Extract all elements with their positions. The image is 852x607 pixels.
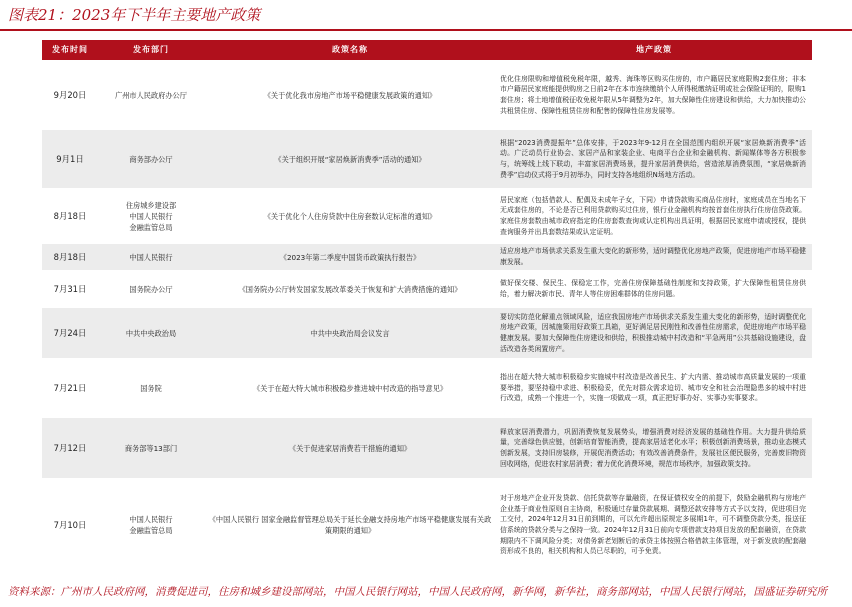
source-note: 资料来源：广州市人民政府网，消费促进司，住房和城乡建设部网站，中国人民银行网站，中国人民政府网，新华网，新华社，商务部网站，中国人民银行网站，国盛证券研究所 xyxy=(8,586,827,598)
row-policy-name: 《中国人民银行 国家金融监督管理总局关于延长金融支持房地产市场平稳健康发展有关政策期限的通知》 xyxy=(208,515,492,535)
policy-table xyxy=(42,40,812,572)
row-policy-content: 释放家居消费潜力，巩固消费恢复发展势头，增强消费对经济发展的基础性作用。大力提升供给质量，完善绿色供应链，创新培育智能消费，提高家居适老化水平；积极创新消费场景，推动业态模式创新发展，支持旧房装修，开展促消费活动；有效改善消费条件，发展社区便民服务，完善废旧物资回收网络，促进农村家居消费；着力优化消费环境，规范市场秩序，加强政策支持。 xyxy=(496,418,812,478)
row-department: 中共中央政治局 xyxy=(98,308,204,358)
row-policy-content: 做好保交楼、保民生、保稳定工作，完善住房保障基础性制度和支持政策，扩大保障性租赁住房供给，着力解决新市民、青年人等住房困难群体的住房问题。 xyxy=(500,279,806,298)
table-header xyxy=(42,40,812,60)
row-department: 中国人民银行 金融监管总局 xyxy=(129,515,173,535)
table-row xyxy=(42,418,812,478)
row-date: 9月1日 xyxy=(42,130,98,188)
column-header-date: 发布时间 xyxy=(42,40,98,60)
row-date: 7月21日 xyxy=(53,382,87,393)
row-date: 7月24日 xyxy=(42,308,98,358)
row-department: 中国人民银行 xyxy=(98,244,204,270)
row-policy-content: 指出在超大特大城市积极稳步实施城中村改造是改善民生、扩大内需、推动城市高质量发展的一项重要举措，要坚持稳中求进、积极稳妥，优先对群众需求迫切、城市安全和社会治理隐患多的城中村进行改造，成熟一个推进一个，实施一项做成一项，真正把好事办好、实事办实事要求。 xyxy=(500,373,806,403)
row-policy-name: 《2023年第二季度中国货币政策执行报告》 xyxy=(204,244,496,270)
table-row xyxy=(42,60,812,130)
title-divider xyxy=(0,29,852,31)
row-policy-name: 中共中央政治局会议发言 xyxy=(204,308,496,358)
row-date: 7月12日 xyxy=(42,418,98,478)
column-header-policy-content: 地产政策 xyxy=(496,40,812,60)
row-policy-content: 居民家庭（包括借款人、配偶及未成年子女，下同）申请贷款购买商品住房时，家庭成员在当地名下无成套住房的，不论是否已利用贷款购买过住房，银行业金融机构均按首套住房执行住房信贷政策。家庭住房套数由城市政府指定的住房套数查询或认定机构出具证明，根据居民家庭申请或授权，提供查询服务并出具套数结果或认定证明。 xyxy=(500,195,806,236)
row-department: 商务部办公厅 xyxy=(98,130,204,188)
row-policy-content: 优化住房限购和增值税免税年限，越秀、海珠等区购买住房的，市户籍居民家庭限购2套住房；非本市户籍居民家庭能提供购房之日前2年在本市连续缴纳个人所得税缴纳证明或社会保险证明的，限购1套住房；将土地增值税征收免税年限从5年调整为2年，加大保障性住房建设和供给，大力加快推动公共租赁住房、保障性租赁住房和配售的保障性住房发展等。 xyxy=(500,74,806,115)
row-date: 8月18日 xyxy=(53,210,87,221)
column-header-policy-name: 政策名称 xyxy=(204,40,496,60)
row-policy-name: 《关于在超大特大城市积极稳步推进城中村改造的指导意见》 xyxy=(252,383,448,393)
chart-title: 图表21：2023年下半年主要地产政策 xyxy=(8,6,261,24)
table-row xyxy=(42,244,812,270)
row-policy-name: 《关于组织开展“家居焕新消费季”活动的通知》 xyxy=(204,130,496,188)
row-policy-content: 对于房地产企业开发贷款、信托贷款等存量融资，在保证债权安全的前提下，鼓励金融机构与房地产企业基于商业性原则自主协商，积极通过存量贷款展期、调整还款安排等方式予以支持，促进项目完工交付，2024年12月31日前到期的，可以允许超出原规定多展期1年，可不调整贷款分类，报送征信系统的贷款分类与之保持一致。2024年12月31日前向专项借款支持项目发放的配套融资，在贷款期限内不下调风险分类；对债务新老划断后的承贷主体按照合格借款主体管理，对于新发放的配套融资形成不良的，相关机构和人员已尽职的，可予免责。 xyxy=(500,494,806,556)
table-row xyxy=(42,188,812,244)
row-policy-name: 《国务院办公厅转发国家发展改革委关于恢复和扩大消费措施的通知》 xyxy=(238,284,462,294)
table-row xyxy=(42,130,812,188)
row-date: 8月18日 xyxy=(42,244,98,270)
row-department: 广州市人民政府办公厅 xyxy=(115,90,187,100)
column-header-department: 发布部门 xyxy=(98,40,204,60)
row-policy-content: 根据“2023消费提振年”总体安排，于2023年9-12月在全国范围内组织开展“家居焕新消费季”活动。广泛动员行业协会、家居产品和家装企业、电商平台企业和金融机构、新闻媒体等各方积极参与，统筹线上线下联动，丰富家居消费场景，提升家居消费供给，营造浓厚消费氛围，“家居焕新消费季”启动仪式将于9月初举办，同时支持各地组织N场地方活动。 xyxy=(496,130,812,188)
row-policy-name: 《关于优化个人住房贷款中住房套数认定标准的通知》 xyxy=(263,211,437,221)
table-row xyxy=(42,308,812,358)
table-row xyxy=(42,270,812,308)
row-date: 7月31日 xyxy=(53,283,87,294)
row-department: 国务院 xyxy=(140,383,162,393)
row-policy-name: 《关于促进家居消费若干措施的通知》 xyxy=(204,418,496,478)
table-row xyxy=(42,358,812,418)
table-row xyxy=(42,478,812,572)
row-department: 商务部等13部门 xyxy=(98,418,204,478)
row-policy-content: 适应房地产市场供求关系发生重大变化的新形势，适时调整优化房地产政策，促进房地产市场平稳健康发展。 xyxy=(496,244,812,270)
row-date: 9月20日 xyxy=(53,89,87,100)
row-policy-content: 要切实防范化解重点领域风险，适应我国房地产市场供求关系发生重大变化的新形势，适时调整优化房地产政策，因城施策用好政策工具箱，更好满足居民刚性和改善性住房需求，促进房地产市场平稳健康发展。要加大保障性住房建设和供给，积极推动城中村改造和“平急两用”公共基础设施建设，盘活改造各类闲置房产。 xyxy=(496,308,812,358)
row-policy-name: 《关于优化我市房地产市场平稳健康发展政策的通知》 xyxy=(263,90,437,100)
row-date: 7月10日 xyxy=(53,519,87,530)
row-department: 住房城乡建设部 中国人民银行 金融监管总局 xyxy=(125,200,177,232)
row-department: 国务院办公厅 xyxy=(129,284,173,294)
